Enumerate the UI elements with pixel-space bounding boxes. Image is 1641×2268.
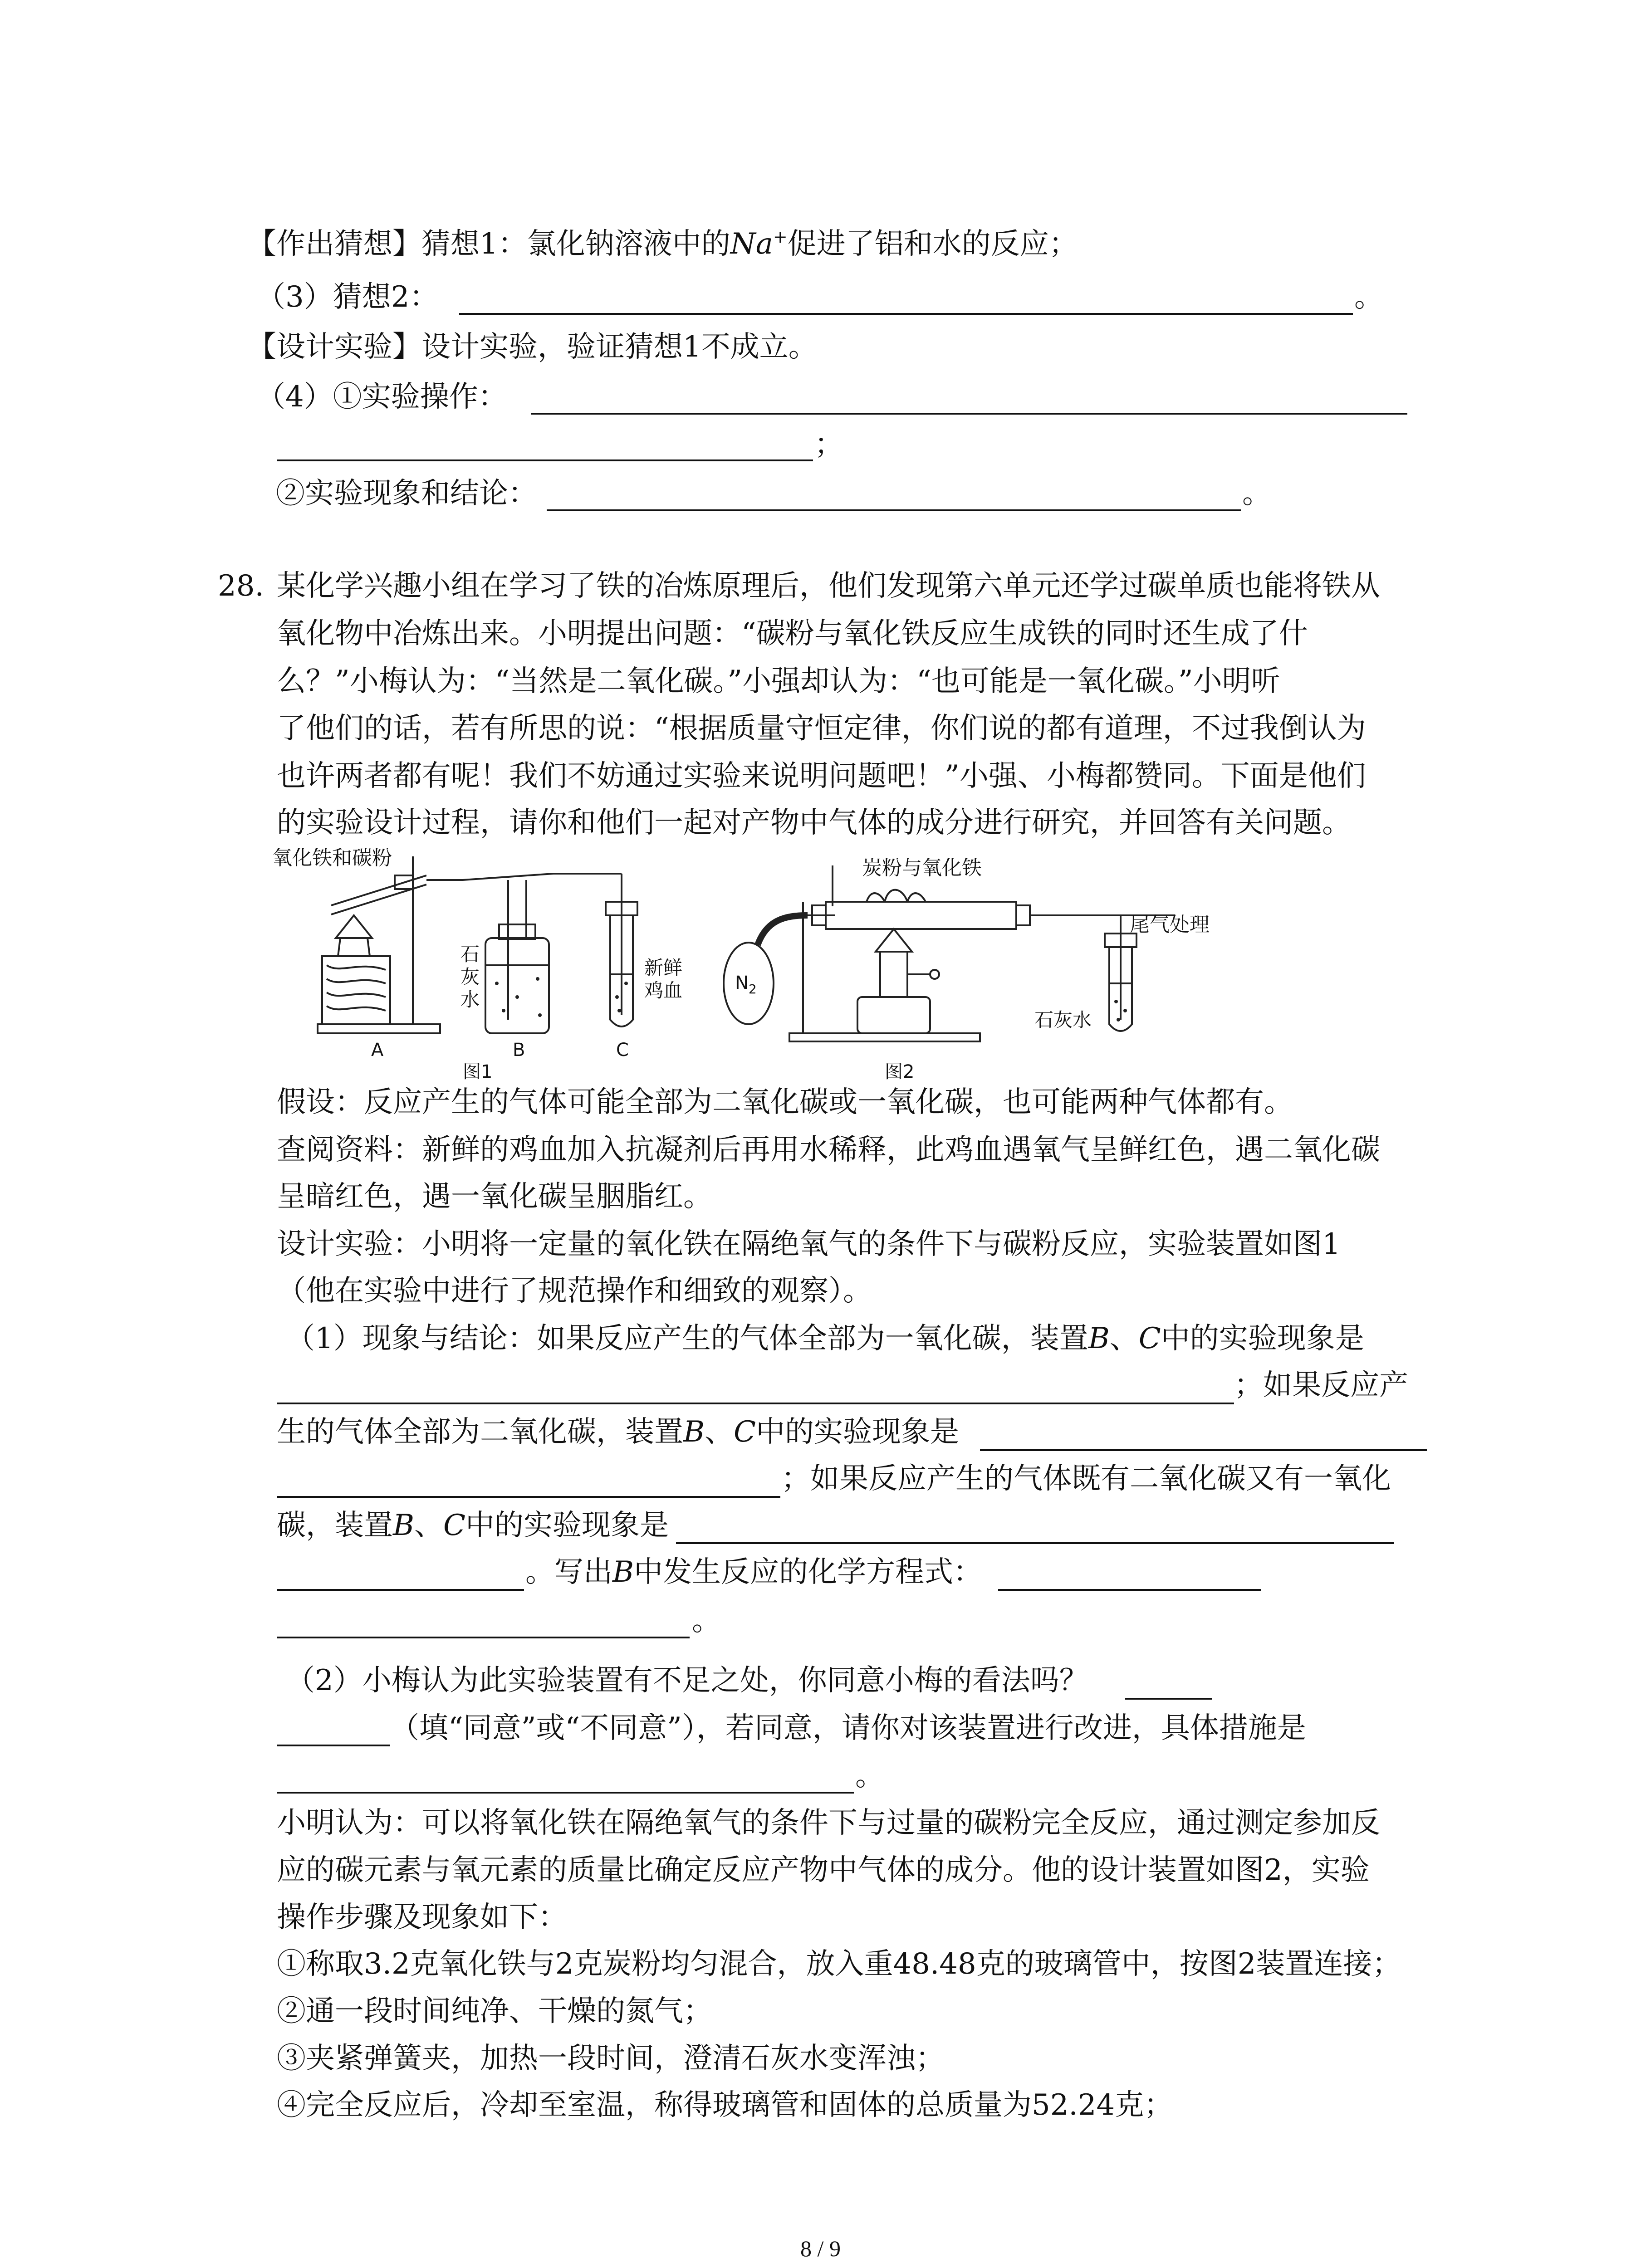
xiaoming-line-2: 应的碳元素与氧元素的质量比确定反应产物中气体的成分。他的设计装置如图2，实验 [277, 1853, 1370, 1887]
q1-line-7-end: 。 [692, 1604, 721, 1637]
q1-text-b: 中的实验现象是 [1161, 1322, 1364, 1355]
conjecture-2-end: 。 [1354, 280, 1383, 314]
na-charge: + [773, 227, 788, 247]
fig1-label-A: A [371, 1040, 384, 1061]
answer-blank-phenomenon[interactable] [547, 509, 1241, 511]
phenomenon-end: 。 [1242, 477, 1271, 510]
page-number: 8 / 9 [800, 2236, 841, 2261]
phenomenon-conclusion-label: ②实验现象和结论： [276, 477, 537, 510]
fig2-label-tail-gas: 尾气处理 [1130, 913, 1210, 936]
fig2-caption: 图2 [885, 1061, 915, 1082]
q1-line-5 [277, 1507, 669, 1544]
answer-blank-operation-2[interactable] [277, 459, 813, 461]
answer-blank-equation-b[interactable] [277, 1637, 690, 1638]
q1-line-4-text: ；如果反应产生的气体既有二氧化碳又有一氧化 [781, 1462, 1391, 1496]
q1-device-B: B [1088, 1322, 1110, 1355]
xiaoming-line-3: 操作步骤及现象如下： [277, 1901, 567, 1934]
q1-line-3-text-b: 中的实验现象是 [756, 1415, 959, 1449]
answer-blank-q1-mix-b[interactable] [277, 1589, 524, 1591]
q1-sep: 、 [1109, 1322, 1139, 1355]
answer-blank-q1-co2-b[interactable] [277, 1496, 780, 1498]
q1-line-2-text: ；如果反应产 [1234, 1369, 1408, 1402]
fig2-label-carbon-iron-oxide: 炭粉与氧化铁 [862, 856, 982, 880]
question-number-28: 28. [218, 569, 264, 603]
figure-1-apparatus [272, 847, 726, 1083]
q1-line-3-text-a: 生的气体全部为二氧化碳，装置 [277, 1415, 683, 1449]
fig2-label-n2-symbol: N [735, 973, 749, 993]
fig2-label-lime-water: 石灰水 [1034, 1009, 1092, 1031]
q1-device-C: C [1138, 1322, 1161, 1355]
conjecture-1-line [247, 226, 1078, 262]
step-3: ③夹紧弹簧夹，加热一段时间，澄清石灰水变浑浊； [277, 2042, 945, 2075]
q28-paragraph-line-5: 也许两者都有呢！我们不妨通过实验来说明问题吧！”小强、小梅都赞同。下面是他们 [277, 759, 1366, 793]
fig1-label-C: C [616, 1040, 629, 1061]
operation-end: ； [814, 428, 843, 461]
fig1-label-lime-1: 石 [460, 943, 480, 965]
design-line-1: 设计实验：小明将一定量的氧化铁在隔绝氧气的条件下与碳粉反应，实验装置如图1 [277, 1227, 1341, 1261]
q1-line-5-device-B: B [393, 1509, 415, 1542]
q1-line-5-text-b: 中的实验现象是 [465, 1509, 669, 1542]
step-2: ②通一段时间纯净、干燥的氮气； [277, 1994, 712, 2028]
q1-line-3-device-C: C [734, 1415, 756, 1449]
reference-line-2: 呈暗红色，遇一氧化碳呈胭脂红。 [277, 1180, 712, 1213]
fig1-label-blood-1: 新鲜 [644, 957, 683, 979]
q1-line-3-sep: 、 [705, 1415, 734, 1449]
q1-line-6-device-B: B [612, 1555, 634, 1589]
q28-paragraph-line-2: 氧化物中冶炼出来。小明提出问题：“碳粉与氧化铁反应生成铁的同时还生成了什 [277, 617, 1308, 650]
q1-line-6-text-a: 。写出 [525, 1555, 612, 1589]
experiment-operation-label: （4）①实验操作： [256, 380, 507, 414]
answer-blank-equation-a[interactable] [998, 1589, 1261, 1591]
q1-line-3 [277, 1414, 959, 1450]
answer-blank-q2-agree-b[interactable] [277, 1745, 390, 1746]
answer-blank-operation-1[interactable] [531, 413, 1407, 415]
fig1-label-B: B [513, 1040, 525, 1061]
q28-paragraph-line-6: 的实验设计过程，请你和他们一起对产物中气体的成分进行研究，并回答有关问题。 [277, 806, 1351, 840]
answer-blank-q1-mix-a[interactable] [676, 1542, 1394, 1544]
q1-line-1 [286, 1320, 1364, 1357]
step-4: ④完全反应后，冷却至室温，称得玻璃管和固体的总质量为52.24克； [277, 2088, 1173, 2122]
q28-paragraph-line-3: 么？”小梅认为：“当然是二氧化碳。”小强却认为：“也可能是一氧化碳。”小明听 [277, 665, 1280, 698]
q1-line-3-device-B: B [683, 1415, 705, 1449]
na-symbol: Na [730, 227, 773, 261]
design-line-2: （他在实验中进行了规范操作和细致的观察）。 [277, 1274, 872, 1308]
fig1-caption: 图1 [463, 1061, 493, 1082]
reference-line-1: 查阅资料：新鲜的鸡血加入抗凝剂后再用水稀释，此鸡血遇氧气呈鲜红色，遇二氧化碳 [277, 1133, 1380, 1167]
answer-blank-conjecture-2[interactable] [459, 313, 1353, 315]
q28-paragraph-line-1: 某化学兴趣小组在学习了铁的冶炼原理后，他们发现第六单元还学过碳单质也能将铁从 [277, 569, 1380, 603]
xiaoming-line-1: 小明认为：可以将氧化铁在隔绝氧气的条件下与过量的碳粉完全反应，通过测定参加反 [277, 1806, 1380, 1840]
fig2-label-n2 [735, 973, 757, 997]
answer-blank-q1-co2-a[interactable] [980, 1449, 1427, 1451]
conjecture-1-text: 【作出猜想】猜想1：氯化钠溶液中的 [247, 227, 730, 261]
q1-text-a: （1）现象与结论：如果反应产生的气体全部为一氧化碳，装置 [286, 1322, 1088, 1355]
q28-paragraph-line-4: 了他们的话，若有所思的说：“根据质量守恒定律，你们说的都有道理，不过我倒认为 [277, 712, 1366, 745]
q1-line-5-device-C: C [443, 1509, 465, 1542]
figure-2-apparatus [721, 847, 1220, 1083]
q2-line-1-text: （2）小梅认为此实验装置有不足之处，你同意小梅的看法吗？ [286, 1664, 1088, 1697]
conjecture-2-label: （3）猜想2： [256, 280, 439, 314]
step-1: ①称取3.2克氧化铁与2克炭粉均匀混合，放入重48.48克的玻璃管中，按图2装置连接； [277, 1947, 1401, 1981]
design-experiment-line: 【设计实验】设计实验，验证猜想1不成立。 [247, 330, 818, 364]
answer-blank-q2-improvement[interactable] [277, 1792, 854, 1794]
hypothesis-line: 假设：反应产生的气体可能全部为二氧化碳或一氧化碳，也可能两种气体都有。 [277, 1085, 1293, 1119]
fig1-label-blood-2: 鸡血 [644, 979, 683, 1002]
q2-end: 。 [855, 1759, 884, 1793]
fig2-label-n2-subscript: 2 [748, 982, 757, 997]
fig1-label-iron-oxide-carbon: 氧化铁和碳粉 [272, 847, 392, 870]
conjecture-1-tail: 促进了铝和水的反应； [787, 227, 1078, 261]
answer-blank-q1-co[interactable] [277, 1403, 1234, 1404]
fig1-label-lime-3: 水 [460, 988, 480, 1011]
answer-blank-q2-agree-a[interactable] [1125, 1698, 1212, 1700]
q1-line-5-sep: 、 [414, 1509, 444, 1542]
q1-line-6 [525, 1554, 982, 1590]
q1-line-6-text-b: 中发生反应的化学方程式： [634, 1555, 983, 1589]
fig1-label-lime-2: 灰 [460, 966, 480, 988]
q2-line-2-text: （填“同意”或“不同意”），若同意，请你对该装置进行改进，具体措施是 [390, 1711, 1306, 1745]
q1-line-5-text-a: 碳，装置 [277, 1509, 393, 1542]
